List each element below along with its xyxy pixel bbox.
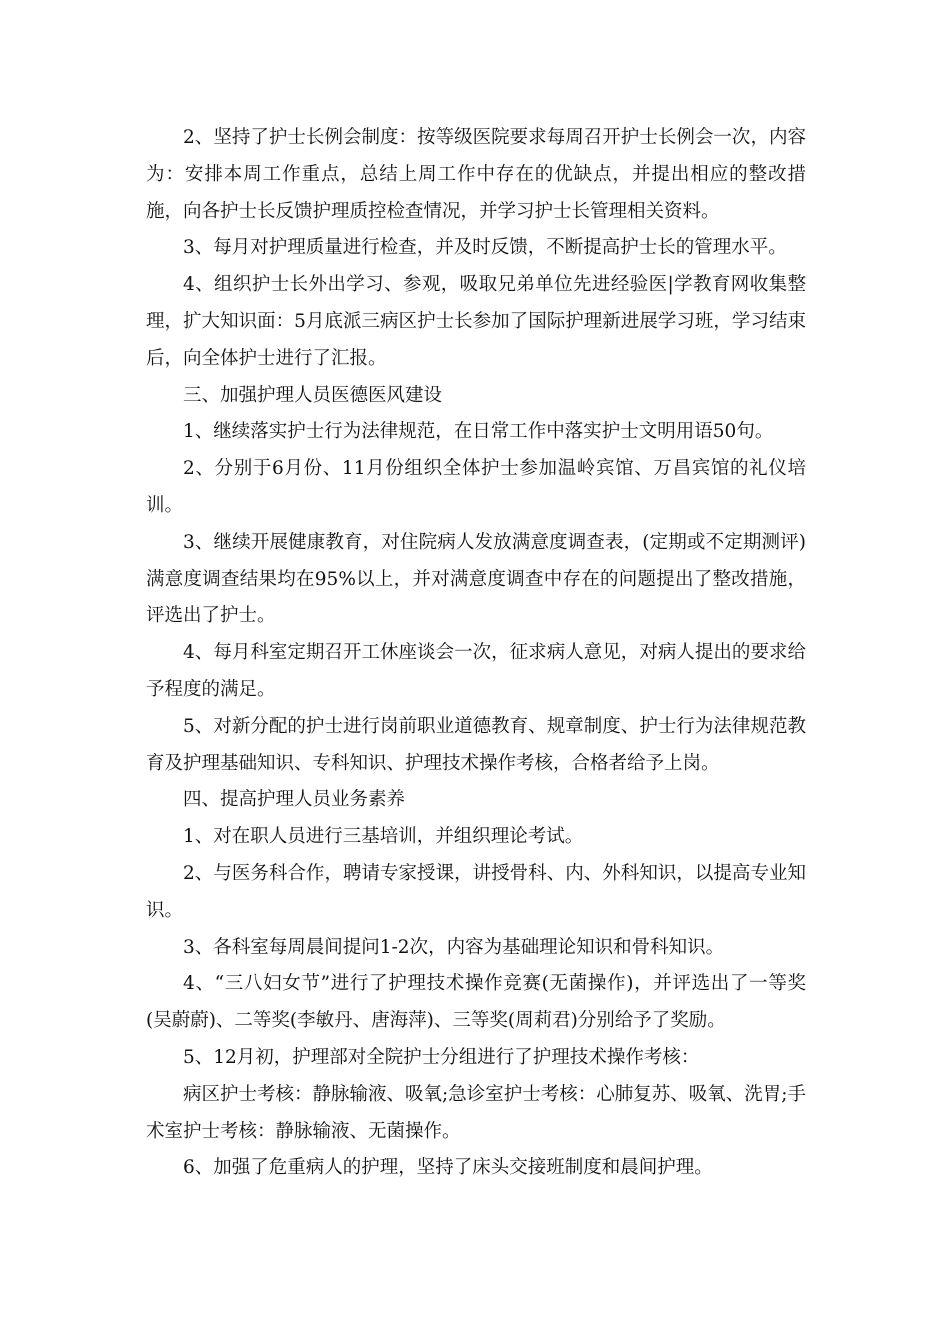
paragraph-etiquette-training: 2、分别于6月份、11月份组织全体护士参加温岭宾馆、万昌宾馆的礼仪培训。 [146,458,806,516]
paragraph-civil-language: 1、继续落实护士行为法律规范，在日常工作中落实护士文明用语50句。 [183,421,774,443]
paragraph-basic-training: 1、对在职人员进行三基培训，并组织理论考试。 [183,826,584,848]
paragraph-new-nurse-training: 5、对新分配的护士进行岗前职业道德教育、规章制度、护士行为法律规范教育及护理基础知识、专科知识、护理技术操作考核，合格者给予上岗。 [146,715,806,774]
paragraph-skills-competition: 4、“三八妇女节”进行了护理技术操作竞赛(无菌操作)，并评选出了一等奖(吴蔚蔚)、二等奖(李敏丹、唐海萍)、三等奖(周莉君)分别给予了奖励。 [146,973,806,1032]
paragraph-morning-questions: 3、各科室每周晨间提问1-2次，内容为基础理论知识和骨科知识。 [183,936,725,958]
section-heading-ethics: 三、加强护理人员医德医风建设 [183,384,443,406]
paragraph-quality-check: 3、每月对护理质量进行检查，并及时反馈，不断提高护士长的管理水平。 [183,237,787,259]
paragraph-health-education: 3、继续开展健康教育，对住院病人发放满意度调查表，(定期或不定期测评)满意度调查结果均在95%以上，并对满意度调查中存在的问题提出了整改措施，评选出了护士。 [146,531,806,627]
paragraph-external-study: 4、组织护士长外出学习、参观，吸取兄弟单位先进经验医|学教育网收集整理，扩大知识面：5月底派三病区护士长参加了国际护理新进展学习班，学习结束后，向全体护士进行了汇报。 [146,274,806,369]
paragraph-skills-assessment: 5、12月初，护理部对全院护士分组进行了护理技术操作考核： [183,1046,700,1068]
section-heading-professional: 四、提高护理人员业务素养 [183,789,406,811]
document-body [146,120,806,1187]
paragraph-critical-care: 6、加强了危重病人的护理，坚持了床头交接班制度和晨间护理。 [183,1157,713,1179]
paragraph-staff-meeting: 2、坚持了护士长例会制度：按等级医院要求每周召开护士长例会一次，内容为：安排本周工作重点，总结上周工作中存在的优缺点，并提出相应的整改措施，向各护士长反馈护理质控检查情况，并学习护士长管理相关资料。 [146,127,806,222]
paragraph-expert-lectures: 2、与医务科合作，聘请专家授课，讲授骨科、内、外科知识，以提高专业知识。 [146,862,806,921]
paragraph-patient-forum: 4、每月科室定期召开工休座谈会一次，征求病人意见，对病人提出的要求给予程度的满足。 [146,642,806,700]
paragraph-assessment-items: 病区护士考核：静脉输液、吸氧;急诊室护士考核：心肺复苏、吸氧、洗胃;手术室护士考核：静脉输液、无菌操作。 [146,1083,806,1142]
